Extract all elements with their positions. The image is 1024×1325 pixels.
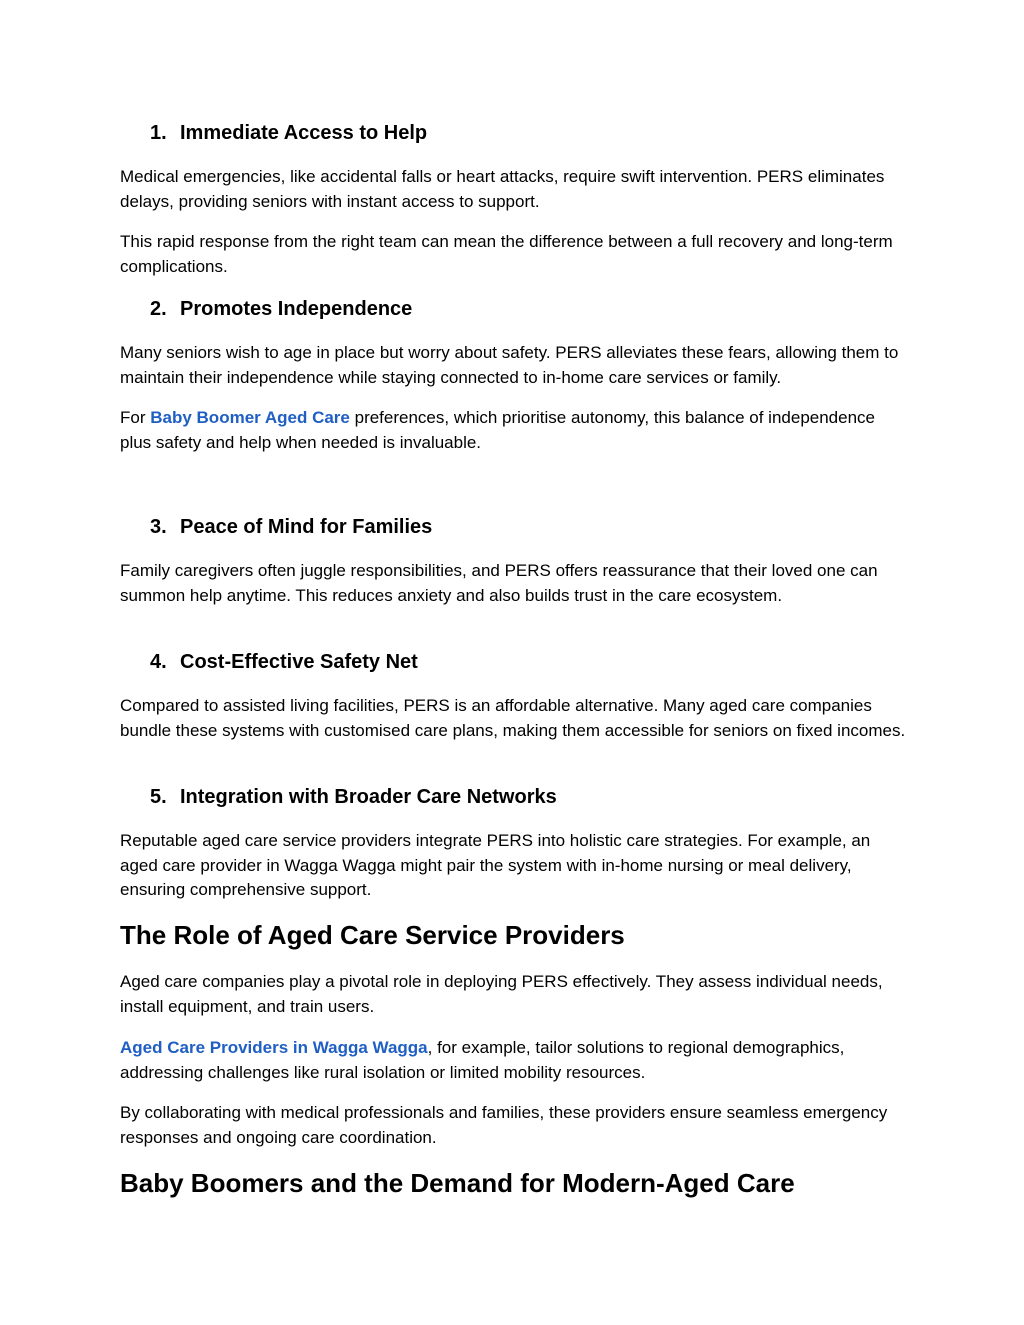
list-heading-1 (150, 121, 427, 145)
list-title: Promotes Independence (180, 298, 413, 320)
paragraph: This rapid response from the right team can mean the difference between a full recovery and long-term complications. (120, 232, 893, 276)
paragraph: By collaborating with medical professionals and families, these providers ensure seamless emergency responses and ongoing care coordination. (120, 1103, 888, 1147)
paragraph-with-link (120, 406, 910, 455)
aged-care-providers-wagga-wagga-link[interactable]: Aged Care Providers in Wagga Wagga (120, 1038, 428, 1057)
paragraph: Family caregivers often juggle responsibilities, and PERS offers reassurance that their loved one can summon help anytime. This reduces anxiety and also builds trust in the care ecosystem. (120, 561, 878, 605)
link-suffix-text: , for example, tailor solutions to regional demographics, addressing challenges like rural isolation or limited mobility resources. (120, 1038, 845, 1082)
link-prefix-text: For (120, 408, 151, 427)
paragraph: Many seniors wish to age in place but worry about safety. PERS alleviates these fears, allowing them to maintain their independence while staying connected to in-home care services or family. (120, 343, 899, 387)
paragraph: Aged care companies play a pivotal role in deploying PERS effectively. They assess individual needs, install equipment, and train users. (120, 972, 883, 1016)
paragraph: Reputable aged care service providers integrate PERS into holistic care strategies. For example, an aged care provider in Wagga Wagga might pair the system with in-home nursing or meal delivery, ensuring comprehensive support. (120, 831, 871, 899)
list-heading-3 (150, 515, 432, 539)
link-suffix-text: preferences, which prioritise autonomy, this balance of independence plus safety and help when needed is invaluable. (120, 408, 875, 452)
list-number: 4. (150, 651, 167, 673)
list-title: Immediate Access to Help (180, 122, 428, 144)
list-number: 3. (150, 516, 167, 538)
list-title: Integration with Broader Care Networks (180, 786, 557, 808)
list-number: 5. (150, 786, 167, 808)
list-title: Peace of Mind for Families (180, 516, 433, 538)
baby-boomer-aged-care-link[interactable]: Baby Boomer Aged Care (150, 408, 350, 427)
paragraph-with-link (120, 1036, 910, 1085)
paragraph: Compared to assisted living facilities, PERS is an affordable alternative. Many aged care companies bundle these systems with customised care plans, making them accessible for seniors on fixed incomes. (120, 696, 906, 740)
list-number: 2. (150, 298, 167, 320)
list-heading-5 (150, 785, 557, 809)
list-heading-4 (150, 650, 418, 674)
list-heading-2 (150, 297, 412, 321)
paragraph: Medical emergencies, like accidental falls or heart attacks, require swift intervention. PERS eliminates delays, providing seniors with instant access to support. (120, 167, 885, 211)
section-heading-role: The Role of Aged Care Service Providers (120, 920, 625, 950)
list-number: 1. (150, 122, 167, 144)
list-title: Cost-Effective Safety Net (180, 651, 418, 673)
section-heading-boomers: Baby Boomers and the Demand for Modern-Aged Care (120, 1168, 795, 1198)
